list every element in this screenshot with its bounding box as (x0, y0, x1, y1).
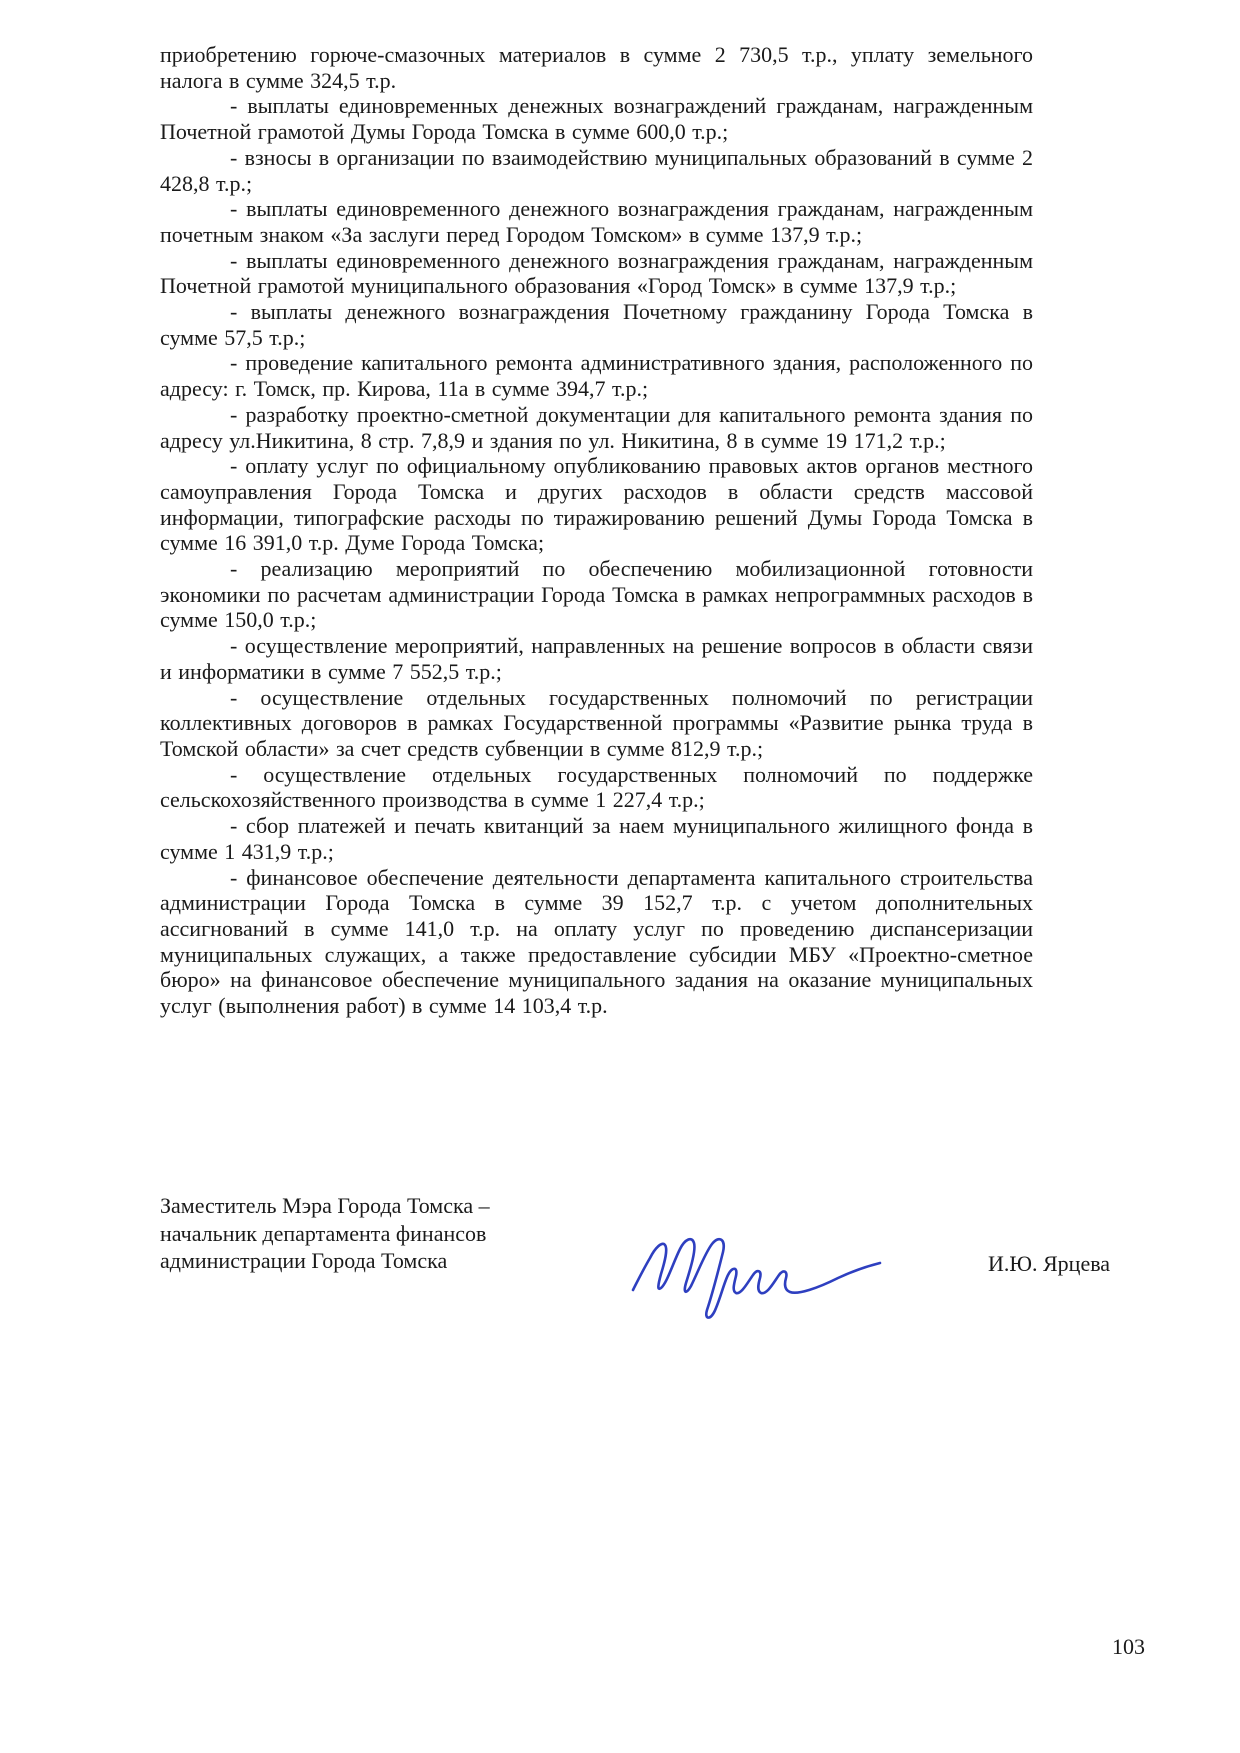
paragraph: - осуществление отдельных государственных полномочий по регистрации коллективных договоров в рамках Государственной программы «Развитие рынка труда в Томской области» за счет средств субвенции в сумме 812,9 т.р.; (160, 684, 1033, 761)
paragraph: - разработку проектно-сметной документации для капитального ремонта здания по адресу ул.Никитина, 8 стр. 7,8,9 и здания по ул. Никитина, 8 в сумме 19 171,2 т.р.; (160, 401, 1033, 453)
signer-title-line: Заместитель Мэра Города Томска – (160, 1193, 490, 1218)
paragraph: приобретению горюче-смазочных материалов в сумме 2 730,5 т.р., уплату земельного налога в сумме 324,5 т.р. (160, 42, 1033, 93)
paragraph: - финансовое обеспечение деятельности департамента капитального строительства администрации Города Томска в сумме 39 152,7 т.р. с учетом дополнительных ассигнований в сумме 141,0 т.р. на оплату услуг по проведению диспансеризации муниципальных служащих, а также предоставление субсидии МБУ «Проектно-сметное бюро» на финансовое обеспечение муниципального задания на оказание муниципальных услуг (выполнения работ) в сумме 14 103,4 т.р. (160, 864, 1033, 1019)
paragraph: - осуществление мероприятий, направленных на решение вопросов в области связи и информатики в сумме 7 552,5 т.р.; (160, 633, 1033, 684)
paragraph: - взносы в организации по взаимодействию муниципальных образований в сумме 2 428,8 т.р.; (160, 144, 1033, 196)
paragraph: - сбор платежей и печать квитанций за наем муниципального жилищного фонда в сумме 1 431,9 т.р.; (160, 813, 1033, 864)
paragraph: - выплаты единовременного денежного вознаграждения гражданам, награжденным Почетной грамотой муниципального образования «Город Томск» в сумме 137,9 т.р.; (160, 247, 1033, 299)
signature-block (160, 1192, 1111, 1276)
signer-name: И.Ю. Ярцева (988, 1251, 1111, 1276)
paragraph: - реализацию мероприятий по обеспечению мобилизационной готовности экономики по расчетам администрации Города Томска в рамках непрограммных расходов в сумме 150,0 т.р.; (160, 556, 1033, 633)
paragraph: - проведение капитального ремонта административного здания, расположенного по адресу: г. Томск, пр. Кирова, 11а в сумме 394,7 т.р.; (160, 350, 1033, 402)
paragraph: - выплаты единовременного денежного вознаграждения гражданам, награжденным почетным знаком «За заслуги перед Городом Томском» в сумме 137,9 т.р.; (160, 196, 1033, 247)
handwritten-signature (628, 1228, 888, 1323)
document-body (160, 42, 1033, 1019)
signer-title-line: начальник департамента финансов (160, 1220, 487, 1246)
signer-title (160, 1192, 1040, 1275)
paragraph: - оплату услуг по официальному опубликованию правовых актов органов местного самоуправления Города Томска и других расходов в области средств массовой информации, типографские расходы по тиражированию решений Думы Города Томска в сумме 16 391,0 т.р. Думе Города Томска; (160, 453, 1033, 556)
paragraph: - выплаты денежного вознаграждения Почетному гражданину Города Томска в сумме 57,5 т.р.; (160, 299, 1033, 350)
signer-title-line: администрации Города Томска (160, 1248, 448, 1273)
page-number: 103 (1112, 1634, 1145, 1659)
paragraph: - осуществление отдельных государственных полномочий по поддержке сельскохозяйственного производства в сумме 1 227,4 т.р.; (160, 761, 1033, 813)
paragraph: - выплаты единовременных денежных вознаграждений гражданам, награжденным Почетной грамотой Думы Города Томска в сумме 600,0 т.р.; (160, 93, 1033, 145)
